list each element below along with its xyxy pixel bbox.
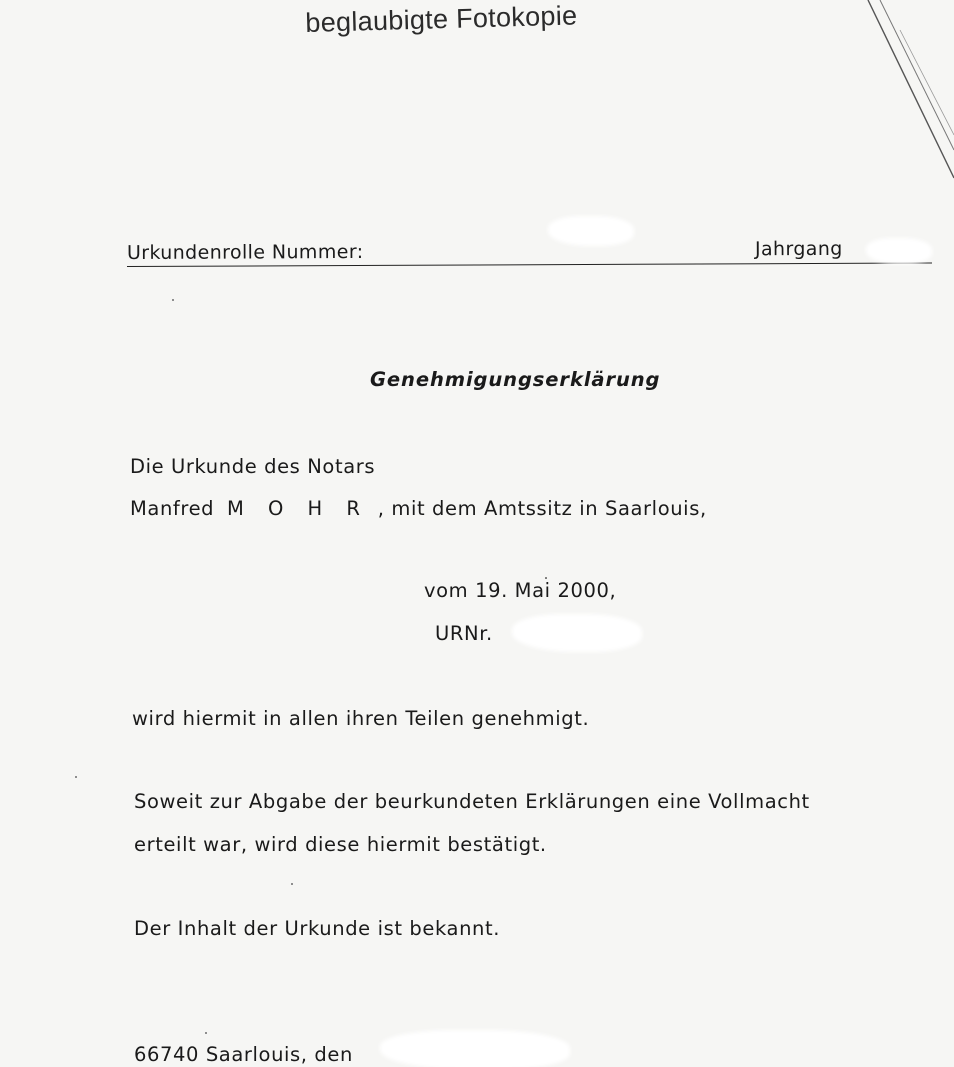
body-line-inhalt: Der Inhalt der Urkunde ist bekannt. [134,917,501,940]
body-line-urnr: URNr. [435,622,493,645]
notary-last-name: M O H R [226,497,369,520]
notary-seat: , mit dem Amtssitz in Saarlouis, [377,497,707,520]
body-line-date: vom 19. Mai 2000, [424,579,617,602]
scan-speck [75,776,77,778]
scan-speck [205,1032,207,1034]
body-line-notary: Die Urkunde des Notars [130,455,376,478]
scan-speck [291,883,293,885]
redaction-blot [512,614,642,652]
body-line-vollmacht-2: erteilt war, wird diese hiermit bestätigt. [134,833,547,856]
place-date-line: 66740 Saarlouis, den [134,1043,353,1066]
body-line-approval: wird hiermit in allen ihren Teilen genehmigt. [132,707,590,730]
certified-copy-stamp: beglaubigte Fotokopie [305,0,578,38]
body-line-vollmacht-1: Soweit zur Abgabe der beurkundeten Erklärungen eine Vollmacht [134,790,810,813]
year-label: Jahrgang [754,237,843,261]
document-number-row [127,236,932,267]
redaction-blot [380,1030,570,1067]
scan-speck [172,299,174,301]
notary-first-name: Manfred [130,497,215,520]
document-number-label: Urkundenrolle Nummer: [126,240,364,265]
document-title: Genehmigungserklärung [370,368,661,391]
body-line-name [130,497,707,520]
redaction-blot [866,238,932,264]
